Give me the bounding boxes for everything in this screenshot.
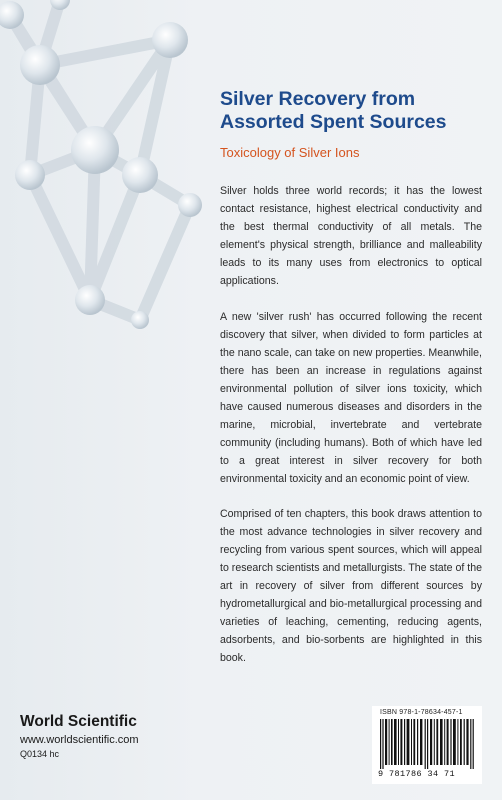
publisher-name: World Scientific [20,713,137,730]
product-code: Q0134 hc [20,749,60,759]
book-title-line-2: Assorted Spent Sources [220,111,447,133]
book-subtitle: Toxicology of Silver Ions [220,145,360,160]
blurb-paragraph-3: Comprised of ten chapters, this book draws attention to the most advance technologies in silver recovery and recycling from various spent sources, which will appeal to research scientists and metallurgists. The state of the art in recovery of silver from different sources by hydrometallurgical and bio-metallurgical processing and varieties of leaching, cementing, reducing agents, adsorbents, and bio-sorbents are highlighted in this book. [220,508,482,664]
barcode-digits: 9 781786 34 71 [378,769,456,779]
publisher-block [20,713,139,761]
isbn-barcode [372,706,482,784]
blurb-paragraph-1: Silver holds three world records; it has the lowest contact resistance, highest electrical conductivity and the best thermal conductivity of all metals. The element's physical strength, brilliance and malleability leads to its many uses from electronics to optical applications. [220,185,482,287]
book-title-line-1: Silver Recovery from [220,88,416,110]
book-title [220,88,490,134]
publisher-url: www.worldscientific.com [20,734,139,746]
barcode-bars-icon [380,719,474,769]
blurb-paragraph-2: A new 'silver rush' has occurred following the recent discovery that silver, when divided to form particles at the nano scale, can take on new properties. Meanwhile, there has been an increase in regulations against environmental pollution of silver ions toxicity, which have caused numerous diseases and disorders in the marine, microbial, invertebrate and vertebrate community (including humans). Both of which have led to a great interest in silver recovery for both environmental toxicity and an economic point of view. [220,311,482,485]
isbn-label: ISBN 978-1-78634-457-1 [380,709,463,716]
